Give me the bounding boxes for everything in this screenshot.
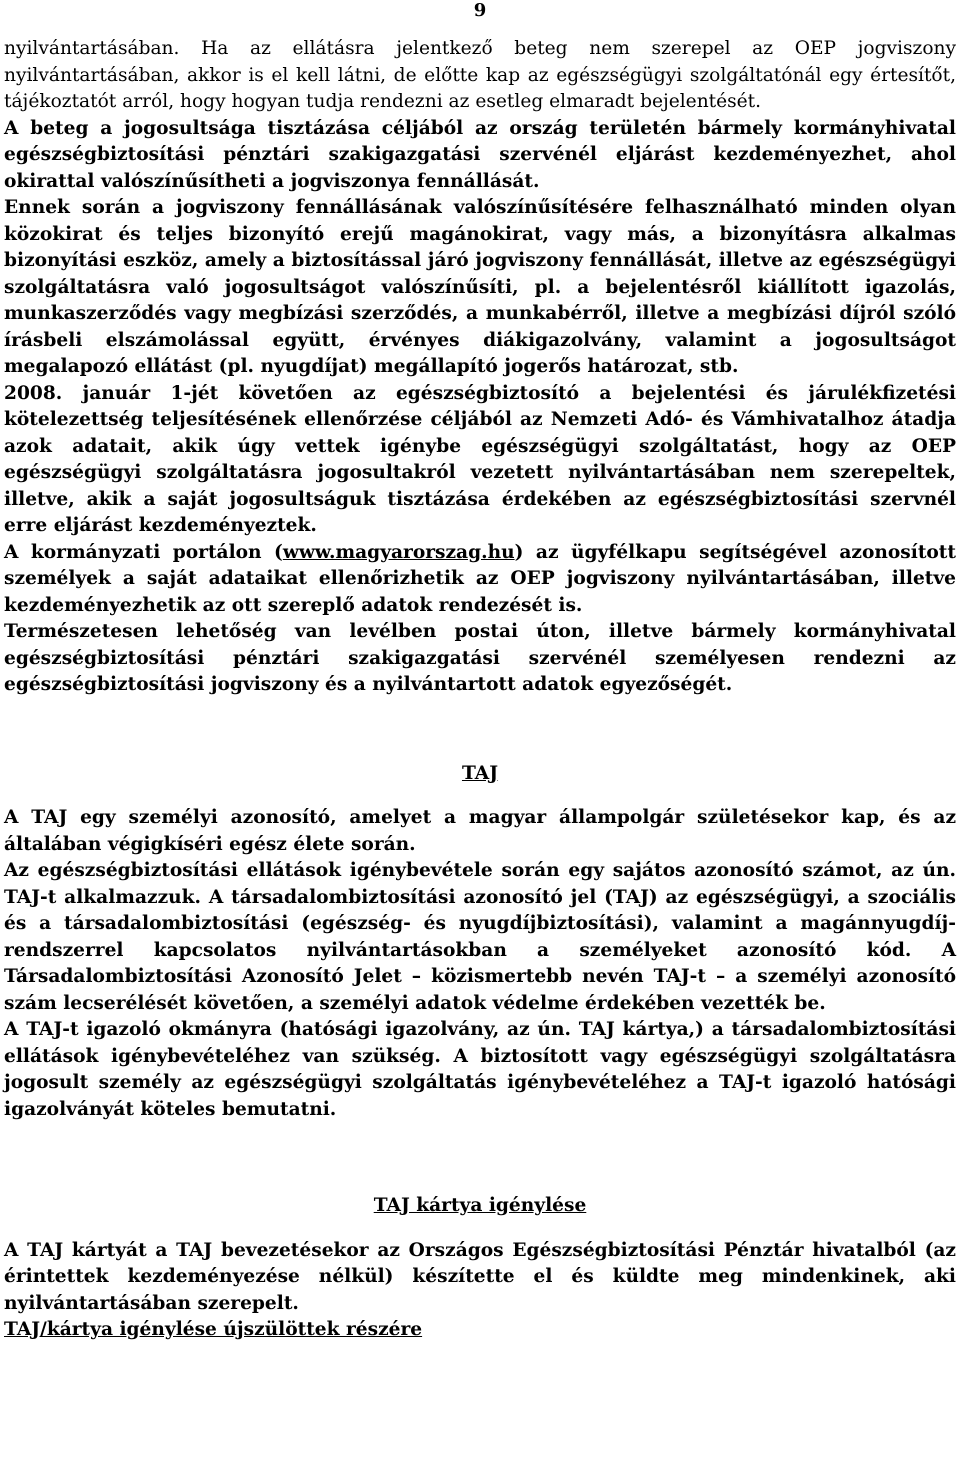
paragraph-taj-definition: A TAJ egy személyi azonosító, amelyet a magyar állampolgár születésekor kap, és az általában végigkíséri egész élete során. (4, 807, 956, 855)
paragraph-postal-correction: Természetesen lehetőség van levélben postai úton, illetve bármely kormányhivatal egészségbiztosítási pénztári szakigazgatási szervénél személyesen rendezni az egészségbiztosítási jogviszony és a nyilvántartott adatok egyezőségét. (4, 621, 956, 695)
portal-text-after: ) az ügyfélkapu segítségével azonosított személyek a saját adataikat ellenőrizhetik az OEP jogviszony nyilvántartásában, illetve kezdeményezhetik az ott szereplő adatok rendezését is. (4, 541, 956, 616)
taj-heading: TAJ (461, 762, 499, 784)
paragraph-taj-card-issued: A TAJ kártyát a TAJ bevezetésekor az Országos Egészségbiztosítási Pénztár hivatalból (az érintettek kezdeményezése nélkül) készítette el és küldte meg mindenkinek, aki nyilvántartásában szerepelt. (4, 1239, 956, 1314)
paragraph-supporting-documents: Ennek során a jogviszony fennállásának valószínűsítésére felhasználható minden olyan közokirat és teljes bizonyító erejű magánokirat, vagy más, a bizonyításra alkalmas bizonyítási eszköz, amely a biztosítással járó jogviszony fennállását, illetve az egészségügyi szolgáltatásra való jogosultságot valószínűsíti, pl. a bejelentésről kiállított igazolás, munkaszerződés vagy megbízási szerződés, a munkabérről, illetve a megbízási díjról szóló írásbeli elszámolással együtt, érvényes diákigazolvány, valamint a jogosultságot megalapozó ellátást (pl. nyugdíjat) megállapító jogerős határozat, stb. (4, 197, 956, 377)
paragraph-registration-notice: nyilvántartásában. Ha az ellátásra jelentkező beteg nem szerepel az OEP jogviszony nyilvántartásában, akkor is el kell látni, de előtte kap az egészségügyi szolgáltatónál egy értesítőt, tájékoztatót arról, hogy hogyan tudja rendezni az esetleg elmaradt bejelentését. (4, 38, 956, 112)
heading-spacer-card (4, 1220, 956, 1238)
paragraph-taj-usage: Az egészségbiztosítási ellátások igénybevétele során egy sajátos azonosító számot, az ún. TAJ-t alkalmazzuk. A társadalombiztosítási azonosító jel (TAJ) az egészségügyi, a szociális és a társadalombiztosítási (egészség- és nyugdíjbiztosítási), valamint a magánnyugdíj-rendszerrel kapcsolatos nyilvántartásokban a személyeket azonosító kód. A Társadalombiztosítási Azonosító Jelet – közismertebb nevén TAJ-t – a személyi azonosító szám lecserélését követően, a személyi adatok védelme érdekében vezették be. (4, 860, 956, 1014)
section-spacer-card (4, 1123, 956, 1193)
paragraph-taj-document: A TAJ-t igazoló okmányra (hatósági igazolvány, az ún. TAJ kártya,) a társadalombiztosítási ellátások igénybevételéhez van szükség. A biztosított vagy egészségügyi szolgáltatásra jogosult személy az egészségügyi szolgáltatás igénybevételéhez a TAJ-t igazoló hatósági igazolványát köteles bemutatni. (4, 1019, 956, 1120)
portal-text-before: A kormányzati portálon ( (4, 541, 283, 563)
paragraph-eligibility-clarification: A beteg a jogosultsága tisztázása céljából az ország területén bármely kormányhivatal egészségbiztosítási pénztári szakigazgatási szervénél eljárást kezdeményezhet, ahol okirattal valószínűsítheti a jogviszonya fennállását. (4, 117, 956, 192)
heading-spacer (4, 787, 956, 805)
paragraph-government-portal (4, 540, 956, 620)
portal-link[interactable]: www.magyarorszag.hu (282, 541, 515, 563)
section-spacer (4, 699, 956, 761)
paragraph-2008-data-transfer: 2008. január 1-jét követően az egészségbiztosító a bejelentési és járulékfizetési kötelezettség teljesítésének ellenőrzése céljából az Nemzeti Adó- és Vámhivatalhoz átadja azok adatait, akik úgy vettek igénybe egészségügyi szolgáltatást, hogy az OEP egészségügyi szolgáltatásra jogosultakról vezetett nyilvántartásában nem szerepeltek, illetve, akik a saját jogosultságuk tisztázása érdekében az egészségbiztosítási szervnél erre eljárást kezdeményeztek. (4, 382, 956, 536)
document-body (4, 36, 956, 1344)
taj-card-newborn-subheading: TAJ/kártya igénylése újszülöttek részére (4, 1319, 423, 1340)
page-number: 9 (473, 0, 487, 21)
taj-card-heading: TAJ kártya igénylése (373, 1195, 587, 1216)
